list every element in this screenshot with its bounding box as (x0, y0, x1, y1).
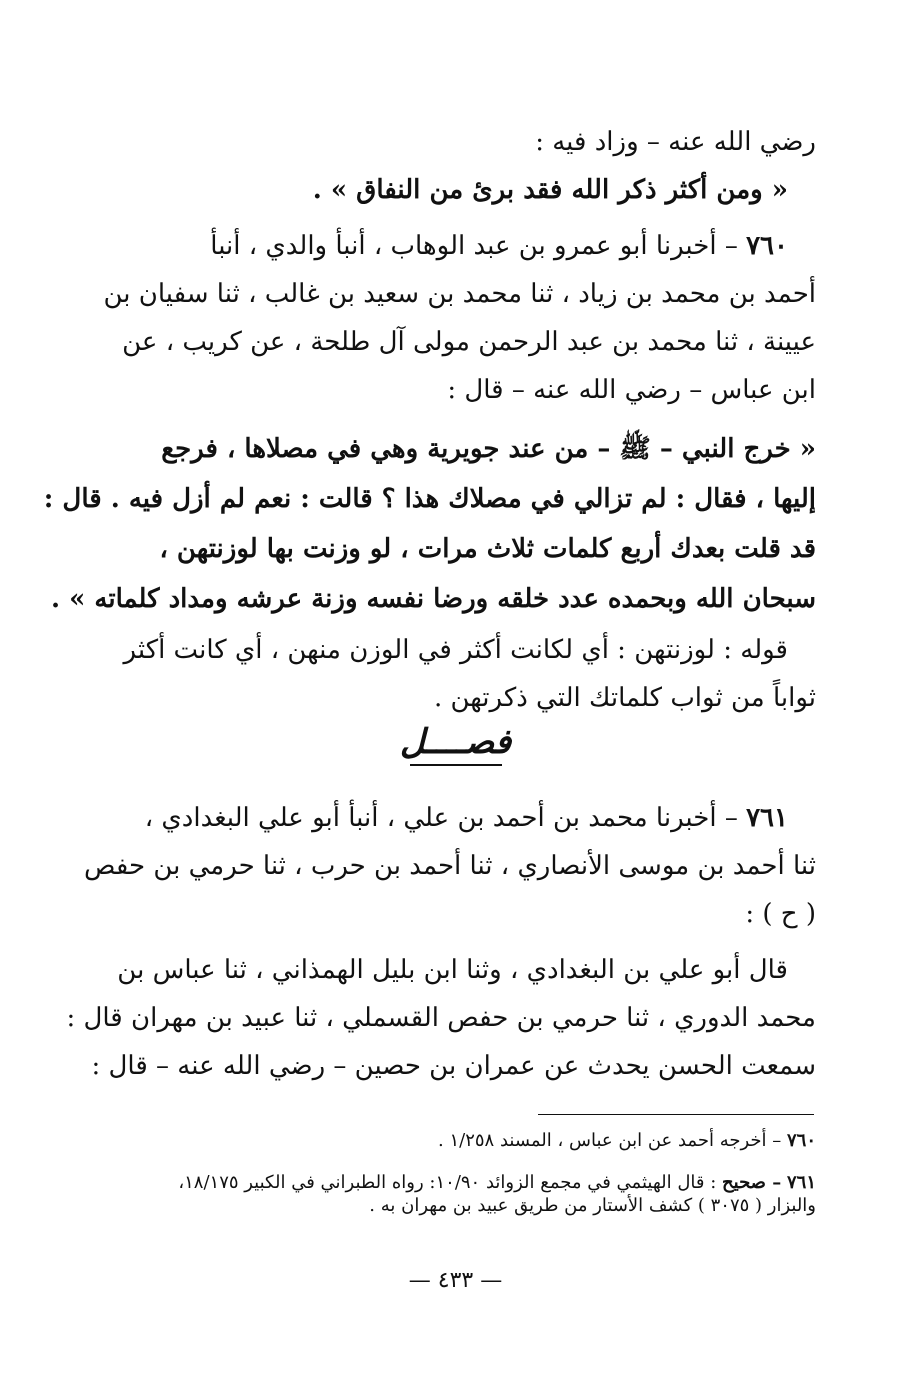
section-heading-text: فصــــل (399, 722, 512, 762)
hadith-760 (103, 222, 816, 414)
hadith-number: ٧٦١ (746, 803, 788, 833)
hadith-761-continued (66, 946, 816, 1090)
footnote-number: ٧٦١ (786, 1172, 816, 1193)
text-line: ابن عباس – رضي الله عنه – قال : (447, 375, 816, 405)
opening-block (124, 118, 816, 214)
hadith-760-matn (43, 424, 816, 624)
text-line: محمد الدوري ، ثنا حرمي بن حفص القسملي ، ثنا عبيد بن مهران قال : (66, 1003, 816, 1033)
explanation-line: قوله : لوزنتهن : أي لكانت أكثر في الوزن منهن ، أي كانت أكثر (123, 635, 788, 665)
hadith-text: – أخبرنا محمد بن أحمد بن علي ، أنبأ أبو علي البغدادي ، (144, 803, 738, 833)
quote-line: « ومن أكثر ذكر الله فقد برئ من النفاق » . (312, 175, 788, 205)
explanation-line: ثواباً من ثواب كلماتك التي ذكرتهن . (433, 683, 816, 713)
footnote-text: – أخرجه أحمد عن ابن عباس ، المسند ١/٢٥٨ . (438, 1130, 782, 1151)
explanation (124, 626, 816, 722)
hadith-761-line1 (124, 794, 816, 842)
text-line: ( ح ) : (745, 899, 816, 929)
hadith-760-line1 (124, 222, 816, 270)
text-line: قال أبو علي بن البغدادي ، وثنا ابن بليل الهمذاني ، ثنا عباس بن (117, 955, 788, 985)
heading-underline (410, 764, 502, 766)
page-number: — ٤٣٣ — (408, 1268, 503, 1293)
footnotes (70, 1124, 816, 1218)
text-line: أحمد بن محمد بن زياد ، ثنا محمد بن سعيد بن غالب ، ثنا سفيان بن (103, 279, 816, 309)
text-line: عيينة ، ثنا محمد بن عبد الرحمن مولى آل طلحة ، عن كريب ، عن (122, 327, 816, 357)
footnote-number: ٧٦٠ (786, 1130, 816, 1151)
footnote-grade: – صحيح (722, 1172, 782, 1193)
footnote-text: : قال الهيثمي في مجمع الزوائد ١٠/٩٠: رواه الطبراني في الكبير ١٨/١٧٥، (178, 1172, 717, 1193)
footnote-divider (538, 1114, 814, 1115)
section-heading (0, 722, 911, 766)
matn-line: سبحان الله وبحمده عدد خلقه ورضا نفسه وزنة عرشه ومداد كلماته » . (51, 584, 816, 614)
matn-line: « خرج النبي – ﷺ – من عند جويرية وهي في مصلاها ، فرجع (161, 434, 816, 464)
footnote-760 (70, 1124, 816, 1158)
hadith-761 (84, 794, 816, 938)
hadith-text: – أخبرنا أبو عمرو بن عبد الوهاب ، أنبأ والدي ، أنبأ (210, 231, 738, 261)
matn-line: قد قلت بعدك أربع كلمات ثلاث مرات ، لو وزنت بها لوزنتهن ، (159, 534, 816, 564)
text-line: رضي الله عنه – وزاد فيه : (535, 127, 816, 157)
text-line: ثنا أحمد بن موسى الأنصاري ، ثنا أحمد بن حرب ، ثنا حرمي بن حفص (84, 851, 816, 881)
matn-line: إليها ، فقال : لم تزالي في مصلاك هذا ؟ قالت : نعم لم أزل فيه . قال : (43, 484, 816, 514)
hadith-number: ٧٦٠ (746, 231, 788, 261)
text-line: سمعت الحسن يحدث عن عمران بن حصين – رضي الله عنه – قال : (91, 1051, 816, 1081)
footnote-continuation: والبزار ( ٣٠٧٥ ) كشف الأستار من طريق عبيد بن مهران به . (369, 1195, 816, 1216)
